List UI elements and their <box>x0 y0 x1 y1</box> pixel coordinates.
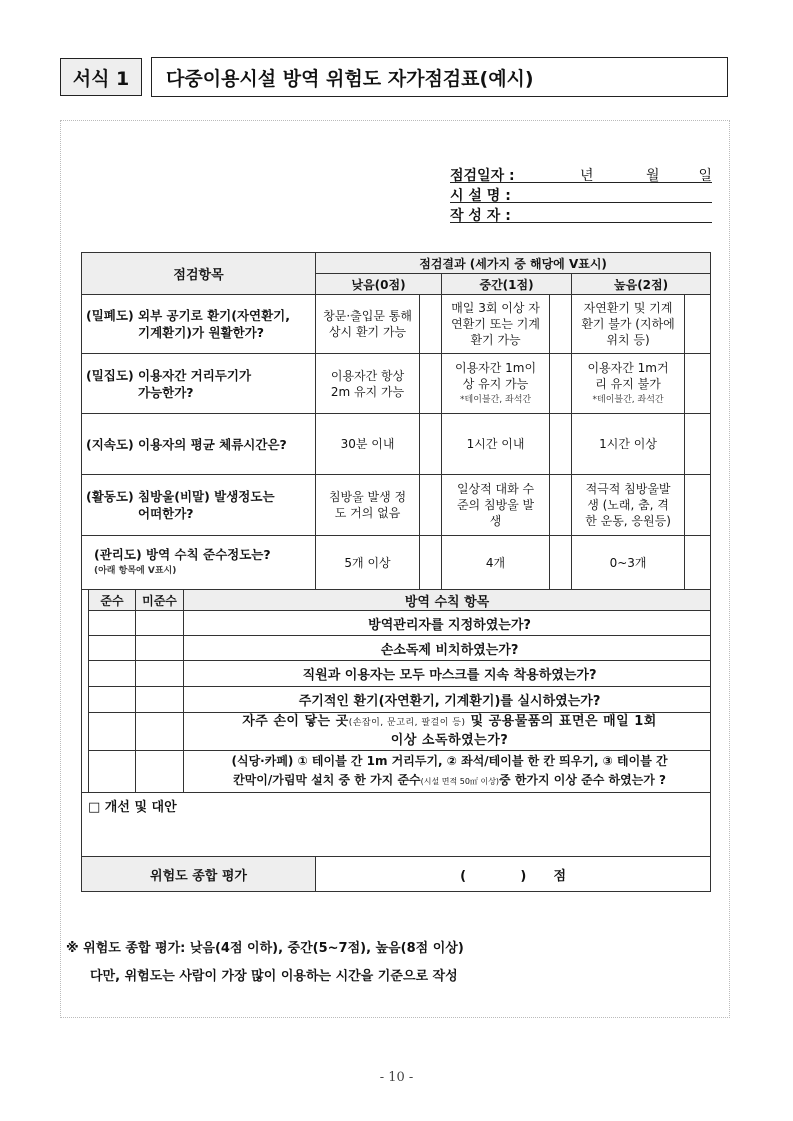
rule-item-small: (시설 면적 50㎡ 이상) <box>420 777 500 786</box>
rule-item: 손소독제 비치하였는가? <box>184 636 711 661</box>
form-number-label: 서식 1 <box>60 58 142 96</box>
total-score-field[interactable]: ( ) 점 <box>316 857 711 892</box>
noncomply-header: 미준수 <box>136 590 184 611</box>
check-item-note: (아래 항목에 V표시) <box>94 565 177 576</box>
improvement-label: □ 개선 및 대안 <box>88 800 177 815</box>
low-check-box[interactable] <box>420 295 442 354</box>
check-item <box>82 475 316 536</box>
facility-field[interactable] <box>450 185 712 203</box>
low-criteria: 이용자간 항상 2m 유지 가능 <box>316 354 420 414</box>
low-check-box[interactable] <box>420 536 442 590</box>
check-item-line1: (밀폐도) 외부 공기로 환기(자연환기, <box>86 308 290 323</box>
check-item-line2: 어떠한가? <box>138 506 194 521</box>
low-check-box[interactable] <box>420 354 442 414</box>
high-check-box[interactable] <box>685 354 711 414</box>
high-check-box[interactable] <box>685 414 711 475</box>
high-check-box[interactable] <box>685 475 711 536</box>
check-item <box>82 414 316 475</box>
items-header: 점검항목 <box>82 253 316 295</box>
facility-label: 시 설 명 : <box>450 188 511 204</box>
low-criteria: 침방울 발생 정도 거의 없음 <box>316 475 420 536</box>
mid-check-box[interactable] <box>550 295 572 354</box>
low-criteria: 창문·출입문 통해 상시 환기 가능 <box>316 295 420 354</box>
total-label: 위험도 종합 평가 <box>82 857 316 892</box>
noncomply-check-box[interactable] <box>136 751 184 793</box>
mid-criteria-note: *테이블간, 좌석간 <box>460 394 532 405</box>
mid-check-box[interactable] <box>550 475 572 536</box>
rule-item: 직원과 이용자는 모두 마스크를 지속 착용하였는가? <box>184 661 711 687</box>
check-item-line1: (밀집도) 이용자간 거리두기가 <box>86 367 252 383</box>
high-criteria: 1시간 이상 <box>572 414 685 475</box>
high-header: 높음(2점) <box>572 274 711 295</box>
rule-item-part2: 및 공용물품의 표면은 매일 1회 <box>465 714 657 729</box>
low-header: 낮음(0점) <box>316 274 442 295</box>
low-check-box[interactable] <box>420 475 442 536</box>
high-criteria: 0~3개 <box>572 536 685 590</box>
rules-indent <box>82 590 89 793</box>
rule-item <box>184 713 711 751</box>
check-item <box>82 536 316 590</box>
rule-item-line2b: 중 한가지 이상 준수 하였는가 ? <box>499 773 667 787</box>
noncomply-check-box[interactable] <box>136 687 184 713</box>
check-item-line2: 기계환기)가 원활한가? <box>138 325 264 340</box>
high-check-box[interactable] <box>685 536 711 590</box>
mid-criteria: 매일 3회 이상 자연환기 또는 기계환기 가능 <box>442 295 550 354</box>
check-item <box>82 295 316 354</box>
check-item-line2: 가능한가? <box>138 384 194 400</box>
check-item-line1: (지속도) 이용자의 평균 체류시간은? <box>86 436 287 452</box>
author-field[interactable] <box>450 205 712 223</box>
date-label: 점검일자 : <box>450 168 515 184</box>
rule-item-part1: 자주 손이 닿는 곳 <box>242 714 349 729</box>
date-month: 월 <box>646 168 660 184</box>
mid-check-box[interactable] <box>550 354 572 414</box>
date-year: 년 <box>580 168 594 184</box>
mid-criteria: 일상적 대화 수준의 침방울 발생 <box>442 475 550 536</box>
mid-criteria-text: 이용자간 1m이상 유지 가능 <box>454 360 537 391</box>
noncomply-check-box[interactable] <box>136 611 184 636</box>
mid-criteria: 1시간 이내 <box>442 414 550 475</box>
mid-criteria <box>442 354 550 414</box>
high-criteria <box>572 354 685 414</box>
rule-item: 주기적인 환기(자연환기, 기계환기)를 실시하였는가? <box>184 687 711 713</box>
comply-check-box[interactable] <box>89 661 136 687</box>
low-criteria: 5개 이상 <box>316 536 420 590</box>
risk-scale-note: ※ 위험도 종합 평가: 낮음(4점 이하), 중간(5~7점), 높음(8점 이상) <box>66 941 464 956</box>
mid-criteria: 4개 <box>442 536 550 590</box>
comply-check-box[interactable] <box>89 751 136 793</box>
date-field[interactable] <box>450 165 712 183</box>
comply-check-box[interactable] <box>89 636 136 661</box>
high-criteria: 적극적 침방울발생 (노래, 춤, 격한 운동, 응원등) <box>572 475 685 536</box>
rule-item-line1: (식당·카페) ① 테이블 간 1m 거리두기, ② 좌석/테이블 한 칸 띄우기, ③ 테이블 간 <box>231 754 668 768</box>
check-item <box>82 354 316 414</box>
rule-item <box>184 751 711 793</box>
results-header: 점검결과 (세가지 중 해당에 V표시) <box>316 253 711 274</box>
low-criteria: 30분 이내 <box>316 414 420 475</box>
check-item-line1: (관리도) 방역 수칙 준수정도는? <box>94 546 271 562</box>
check-item-line1: (활동도) 침방울(비말) 발생정도는 <box>86 489 275 504</box>
noncomply-check-box[interactable] <box>136 661 184 687</box>
document-title: 다중이용시설 방역 위험도 자가점검표(예시) <box>151 57 728 97</box>
date-day: 일 <box>698 168 712 184</box>
high-criteria: 자연환기 및 기계환기 불가 (지하에 위치 등) <box>572 295 685 354</box>
mid-check-box[interactable] <box>550 414 572 475</box>
time-basis-note: 다만, 위험도는 사람이 가장 많이 이용하는 시간을 기준으로 작성 <box>90 969 458 984</box>
rule-item: 방역관리자를 지정하였는가? <box>184 611 711 636</box>
low-check-box[interactable] <box>420 414 442 475</box>
high-criteria-note: *테이블간, 좌석간 <box>592 394 664 405</box>
comply-check-box[interactable] <box>89 687 136 713</box>
mid-header: 중간(1점) <box>442 274 572 295</box>
rules-items-header: 방역 수칙 항목 <box>184 590 711 611</box>
risk-checklist-table <box>81 252 711 892</box>
noncomply-check-box[interactable] <box>136 713 184 751</box>
rule-item-line2a: 칸막이/가림막 설치 중 한 가지 준수 <box>233 773 421 787</box>
noncomply-check-box[interactable] <box>136 636 184 661</box>
comply-check-box[interactable] <box>89 611 136 636</box>
improvement-field[interactable] <box>82 793 711 857</box>
comply-check-box[interactable] <box>89 713 136 751</box>
high-check-box[interactable] <box>685 295 711 354</box>
rule-item-line2: 이상 소독하였는가? <box>390 733 509 748</box>
author-label: 작 성 자 : <box>450 208 511 224</box>
rule-item-small: (손잡이, 문고리, 팔걸이 등) <box>348 718 466 728</box>
page-number: - 10 - <box>379 1070 414 1085</box>
high-criteria-text: 이용자간 1m거리 유지 불가 <box>587 360 669 391</box>
mid-check-box[interactable] <box>550 536 572 590</box>
comply-header: 준수 <box>89 590 136 611</box>
